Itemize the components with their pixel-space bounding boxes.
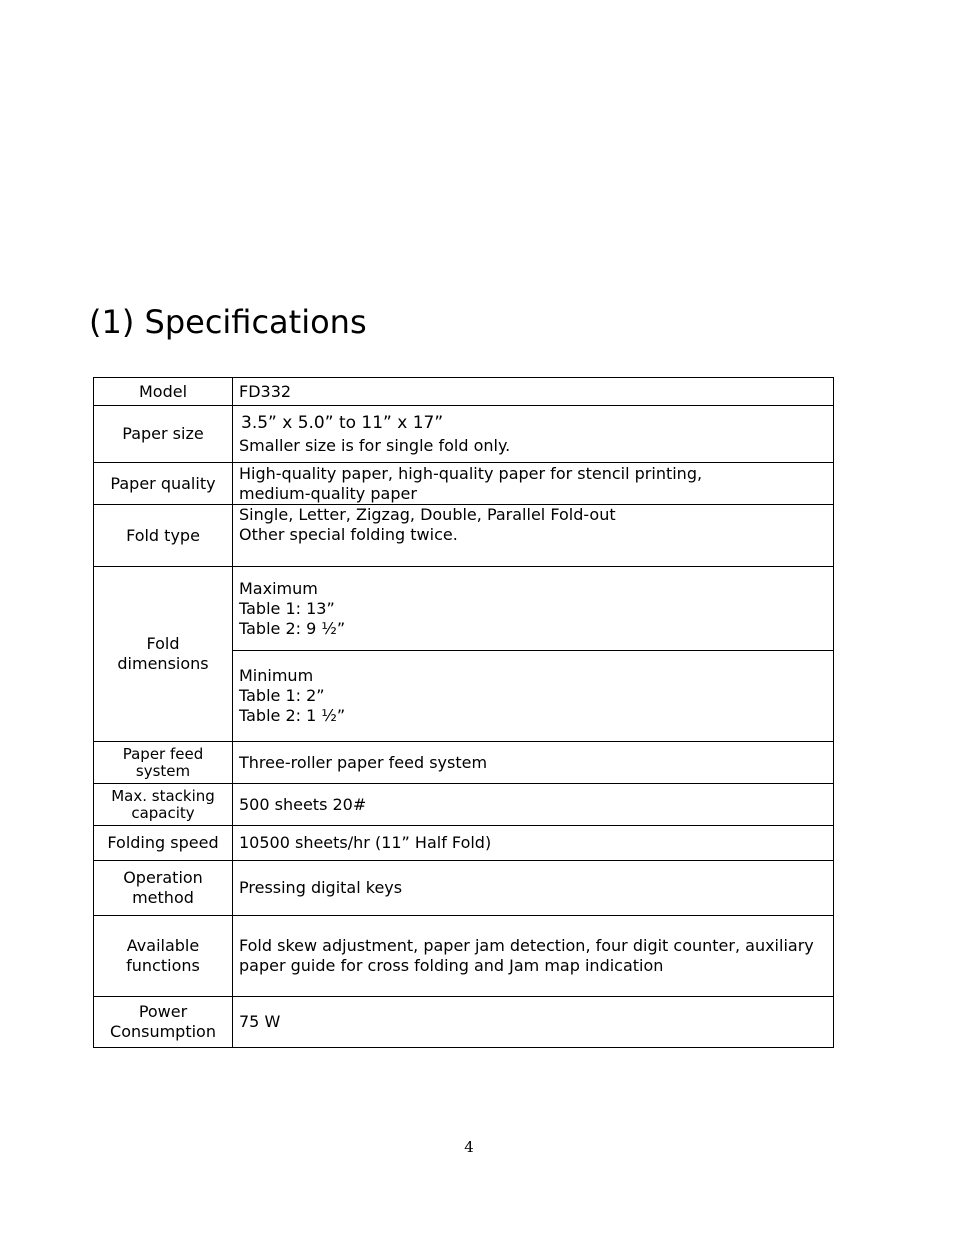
label-paper-feed-line2: system [135, 761, 191, 780]
value-operation: Pressing digital keys [233, 861, 834, 916]
fold-min-table1: Table 1: 2” [239, 686, 325, 705]
label-functions-line1: Available [126, 936, 200, 955]
row-folding-speed [94, 826, 834, 861]
value-fold-type [233, 505, 834, 567]
paper-size-range: 3.5” x 5.0” to 11” x 17” [241, 412, 444, 433]
fold-type-line1: Single, Letter, Zigzag, Double, Parallel Fold-out [239, 505, 616, 524]
row-operation [94, 861, 834, 916]
label-power [94, 997, 233, 1048]
fold-min-table2: Table 2: 1 ½” [239, 706, 346, 725]
label-functions-line2: functions [126, 956, 200, 975]
page-number: 4 [464, 1138, 474, 1156]
label-operation-line1: Operation [123, 868, 203, 887]
value-fold-minimum [233, 651, 834, 742]
value-model: FD332 [233, 378, 834, 406]
functions-line1: Fold skew adjustment, paper jam detection, four digit counter, auxiliary [239, 936, 814, 955]
fold-min-title: Minimum [239, 666, 314, 685]
value-power: 75 W [233, 997, 834, 1048]
row-power [94, 997, 834, 1048]
fold-type-line2: Other special folding twice. [239, 525, 458, 544]
label-fold-dimensions [94, 567, 233, 742]
value-folding-speed: 10500 sheets/hr (11” Half Fold) [233, 826, 834, 861]
label-stacking [94, 784, 233, 826]
row-model [94, 378, 834, 406]
label-stacking-line2: capacity [131, 803, 195, 822]
row-paper-quality [94, 463, 834, 505]
value-stacking: 500 sheets 20# [233, 784, 834, 826]
value-paper-feed: Three-roller paper feed system [233, 742, 834, 784]
label-power-line1: Power [138, 1002, 188, 1021]
page-title: (1) Specifications [89, 303, 367, 341]
fold-max-table1: Table 1: 13” [239, 598, 335, 618]
label-paper-feed-line1: Paper feed [122, 744, 204, 763]
value-paper-size [233, 406, 834, 463]
row-stacking [94, 784, 834, 826]
label-paper-feed [94, 742, 233, 784]
label-model: Model [94, 378, 233, 406]
label-fold-dimensions-line2: dimensions [117, 654, 209, 673]
label-operation-line2: method [132, 888, 194, 907]
label-fold-type: Fold type [94, 505, 233, 567]
label-fold-dimensions-line1: Fold [146, 634, 180, 653]
row-functions [94, 916, 834, 997]
paper-quality-line1: High-quality paper, high-quality paper for stencil printing, [239, 463, 703, 483]
value-functions [233, 916, 834, 997]
label-stacking-line1: Max. stacking [111, 786, 215, 805]
row-fold-type [94, 505, 834, 567]
fold-max-table2: Table 2: 9 ½” [239, 618, 346, 638]
label-folding-speed: Folding speed [94, 826, 233, 861]
label-paper-size: Paper size [94, 406, 233, 463]
specifications-table [93, 377, 834, 1048]
functions-line2: paper guide for cross folding and Jam map indication [239, 956, 664, 975]
label-functions [94, 916, 233, 997]
row-paper-feed [94, 742, 834, 784]
row-paper-size [94, 406, 834, 463]
paper-quality-line2: medium-quality paper [239, 483, 417, 503]
paper-size-note: Smaller size is for single fold only. [239, 435, 511, 455]
row-fold-max [94, 567, 834, 651]
label-power-line2: Consumption [110, 1022, 216, 1041]
fold-max-title: Maximum [239, 578, 318, 598]
label-paper-quality: Paper quality [94, 463, 233, 505]
label-operation [94, 861, 233, 916]
value-fold-maximum [233, 567, 834, 651]
value-paper-quality [233, 463, 834, 505]
